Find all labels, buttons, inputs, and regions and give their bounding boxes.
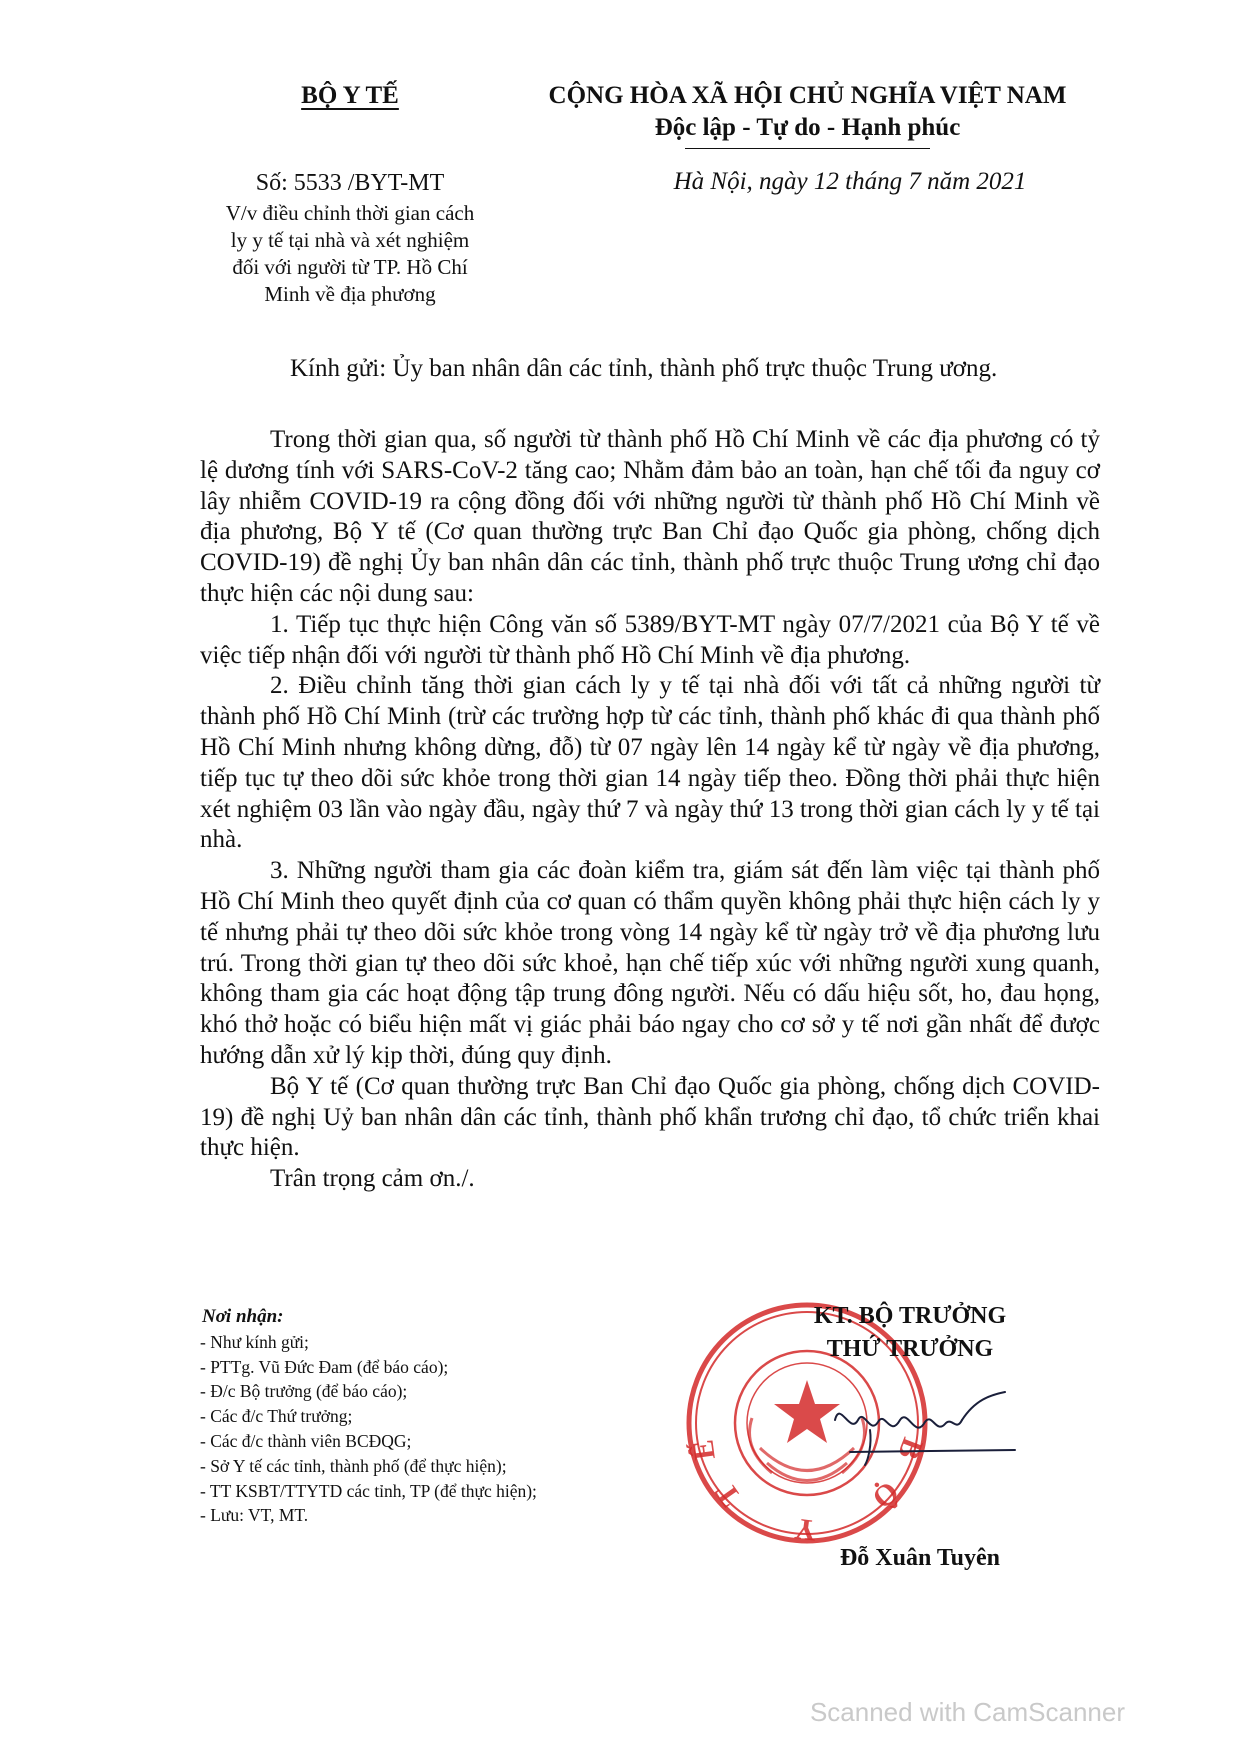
subject-line: Minh về địa phương (264, 282, 436, 306)
national-motto: Độc lập - Tự do - Hạnh phúc (654, 114, 961, 141)
national-title: CỘNG HÒA XÃ HỘI CHỦ NGHĨA VIỆT NAM (548, 82, 1067, 109)
closing-line: Trân trọng cảm ơn./. (270, 1165, 475, 1193)
motto-underline (685, 148, 930, 149)
document-number: Số: 5533 /BYT-MT (255, 170, 445, 196)
recipients-title: Nơi nhận: (202, 1306, 284, 1327)
recipient-item: - PTTg. Vũ Đức Đam (để báo cáo); (200, 1356, 449, 1377)
body-paragraph: 2. Điều chỉnh tăng thời gian cách ly y tế tại nhà đối với tất cả những người từ thành phố Hồ Chí Minh (trừ các trường hợp từ các tỉnh, thành phố khác đi qua thành phố Hồ Chí Minh nhưng không dừng, đỗ) từ 07 ngày lên 14 ngày kể từ ngày về địa phương, tiếp tục tự theo dõi sức khỏe trong thời gian 14 ngày tiếp theo. Đồng thời phải thực hiện xét nghiệm 03 lần vào ngày đầu, ngày thứ 7 và ngày thứ 13 trong thời gian cách ly y tế tại nhà. (200, 672, 1100, 854)
issuing-organization: BỘ Y TẾ (301, 82, 399, 109)
subject-line: ly y tế tại nhà và xét nghiệm (230, 228, 470, 252)
place-and-date: Hà Nội, ngày 12 tháng 7 năm 2021 (673, 168, 1027, 195)
recipient-item: - Đ/c Bộ trưởng (để báo cáo); (200, 1381, 408, 1402)
handwritten-signature-icon (830, 1390, 1020, 1470)
body-paragraph: 3. Những người tham gia các đoàn kiểm tra, giám sát đến làm việc tại thành phố Hồ Chí Minh theo quyết định của cơ quan có thẩm quyền không phải thực hiện cách ly y tế nhưng phải tự theo dõi sức khỏe trong vòng 14 ngày kể từ ngày trở về địa phương lưu trú. Trong thời gian tự theo dõi sức khoẻ, hạn chế tiếp xúc với những người xung quanh, không tham gia các hoạt động tập trung đông người. Nếu có dấu hiệu sốt, ho, đau họng, khó thở hoặc có biểu hiện mất vị giác phải báo ngay cho cơ sở y tế nơi gần nhất để được hướng dẫn xử lý kịp thời, đúng quy định. (200, 857, 1100, 1069)
recipient-item: - Các đ/c Thứ trưởng; (200, 1406, 353, 1427)
subject-line: đối với người từ TP. Hồ Chí (232, 255, 468, 279)
signatory-title (780, 1300, 1040, 1366)
body-paragraph: Trong thời gian qua, số người từ thành phố Hồ Chí Minh về các địa phương có tỷ lệ dương tính với SARS-CoV-2 tăng cao; Nhằm đảm bảo an toàn, hạn chế tối đa nguy cơ lây nhiễm COVID-19 ra cộng đồng đối với những người từ thành phố Hồ Chí Minh về địa phương, Bộ Y tế (Cơ quan thường trực Ban Chỉ đạo Quốc gia phòng, chống dịch COVID-19) đề nghị Ủy ban nhân dân các tỉnh, thành phố trực thuộc Trung ương chỉ đạo thực hiện các nội dung sau: (200, 426, 1100, 607)
recipient-item: - Sở Y tế các tỉnh, thành phố (để thực hiện); (200, 1455, 507, 1476)
subject-line: V/v điều chỉnh thời gian cách (225, 201, 475, 225)
signatory-title-line: KT. BỘ TRƯỞNG (813, 1303, 1007, 1329)
recipient-item: - Các đ/c thành viên BCĐQG; (200, 1430, 412, 1451)
body-paragraph: Bộ Y tế (Cơ quan thường trực Ban Chỉ đạo Quốc gia phòng, chống dịch COVID-19) đề nghị Uỷ ban nhân dân các tỉnh, thành phố khẩn trương chỉ đạo, tổ chức triển khai thực hiện. (200, 1072, 1100, 1162)
body-paragraph: 1. Tiếp tục thực hiện Công văn số 5389/BYT-MT ngày 07/7/2021 của Bộ Y tế về việc tiếp nhận đối với người từ thành phố Hồ Chí Minh về địa phương. (200, 610, 1100, 669)
scanner-watermark: Scanned with CamScanner (809, 1697, 1125, 1727)
document-subject (200, 200, 500, 308)
signatory-title-line: THỨ TRƯỞNG (826, 1336, 994, 1362)
document-body (200, 425, 1100, 1195)
salutation: Kính gửi: Ủy ban nhân dân các tỉnh, thành phố trực thuộc Trung ương. (290, 355, 998, 382)
recipient-item: - TT KSBT/TTYTD các tỉnh, TP (để thực hiện); (200, 1480, 537, 1501)
recipient-item: - Lưu: VT, MT. (200, 1505, 309, 1526)
signatory-name: Đỗ Xuân Tuyên (839, 1545, 1001, 1571)
recipient-item: - Như kính gửi; (200, 1331, 309, 1352)
recipients-block (200, 1305, 650, 1528)
seal-text: BỘ Y TẾ (683, 1411, 930, 1547)
